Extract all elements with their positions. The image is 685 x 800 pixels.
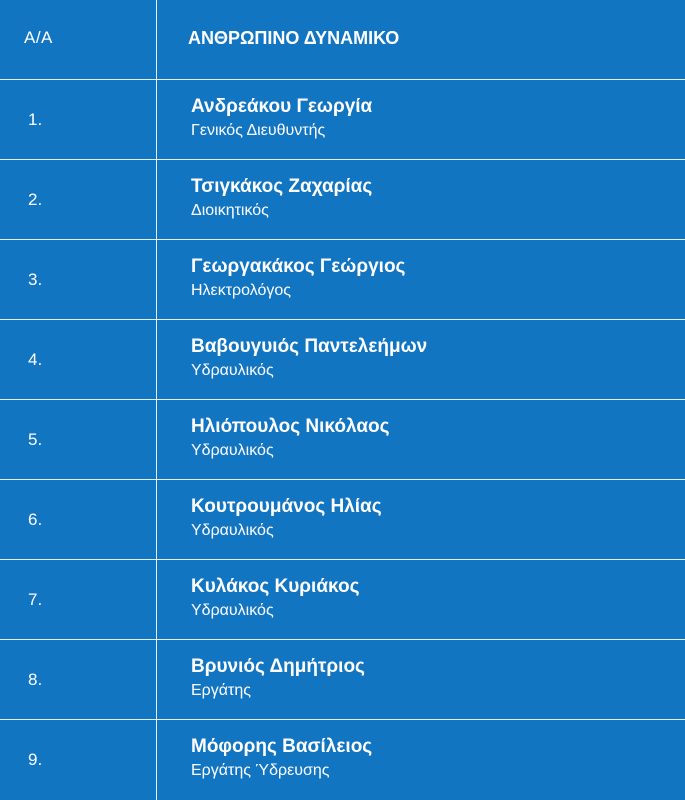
row-number-cell	[0, 560, 157, 639]
row-person-cell	[157, 160, 685, 239]
person-role: Υδραυλικός	[191, 362, 274, 379]
person-name: Κουτρουμάνος Ηλίας	[191, 496, 382, 517]
table-row	[0, 640, 685, 720]
table-row	[0, 240, 685, 320]
row-person-cell	[157, 400, 685, 479]
person-role: Εργάτης Ύδρευσης	[191, 762, 330, 779]
row-number-cell	[0, 480, 157, 559]
row-number-cell	[0, 240, 157, 319]
table-row	[0, 480, 685, 560]
row-person-cell	[157, 720, 685, 800]
row-number: 7.	[28, 590, 43, 609]
person-name: Γεωργακάκος Γεώργιος	[191, 256, 406, 277]
row-number-cell	[0, 80, 157, 159]
table-row	[0, 320, 685, 400]
person-name: Μόφορης Βασίλειος	[191, 736, 373, 757]
person-name: Βαβουγυιός Παντελεήμων	[191, 336, 428, 357]
row-number: 3.	[28, 270, 43, 289]
row-number: 9.	[28, 750, 43, 769]
person-role: Υδραυλικός	[191, 602, 274, 619]
row-number: 8.	[28, 670, 43, 689]
row-person-cell	[157, 80, 685, 159]
person-role: Υδραυλικός	[191, 442, 274, 459]
person-role: Διοικητικός	[191, 202, 269, 219]
table-row	[0, 560, 685, 640]
row-number: 6.	[28, 510, 43, 529]
row-number: 5.	[28, 430, 43, 449]
person-name: Ανδρεάκου Γεωργία	[191, 96, 373, 117]
row-person-cell	[157, 320, 685, 399]
row-number: 4.	[28, 350, 43, 369]
table-row	[0, 720, 685, 800]
row-number-cell	[0, 640, 157, 719]
row-number-cell	[0, 160, 157, 239]
table-row	[0, 160, 685, 240]
header-aa-cell	[0, 0, 157, 79]
person-name: Τσιγκάκος Ζαχαρίας	[191, 176, 373, 197]
row-number: 2.	[28, 190, 43, 209]
person-name: Βρυνιός Δημήτριος	[191, 656, 365, 677]
row-person-cell	[157, 480, 685, 559]
table-header-row	[0, 0, 685, 80]
row-number-cell	[0, 320, 157, 399]
header-aa-label: Α/Α	[24, 28, 53, 47]
row-person-cell	[157, 240, 685, 319]
table-row	[0, 400, 685, 480]
table-row	[0, 80, 685, 160]
row-number-cell	[0, 400, 157, 479]
header-title-cell	[157, 0, 685, 79]
header-title: ΑΝΘΡΩΠΙΝΟ ΔΥΝΑΜΙΚΟ	[188, 28, 400, 48]
row-number: 1.	[28, 110, 43, 129]
person-role: Υδραυλικός	[191, 522, 274, 539]
person-role: Εργάτης	[191, 682, 251, 699]
person-name: Κυλάκος Κυριάκος	[191, 576, 360, 597]
row-person-cell	[157, 560, 685, 639]
row-person-cell	[157, 640, 685, 719]
person-role: Ηλεκτρολόγος	[191, 282, 291, 299]
person-name: Ηλιόπουλος Νικόλαος	[191, 416, 390, 437]
person-role: Γενικός Διευθυντής	[191, 122, 326, 139]
row-number-cell	[0, 720, 157, 800]
